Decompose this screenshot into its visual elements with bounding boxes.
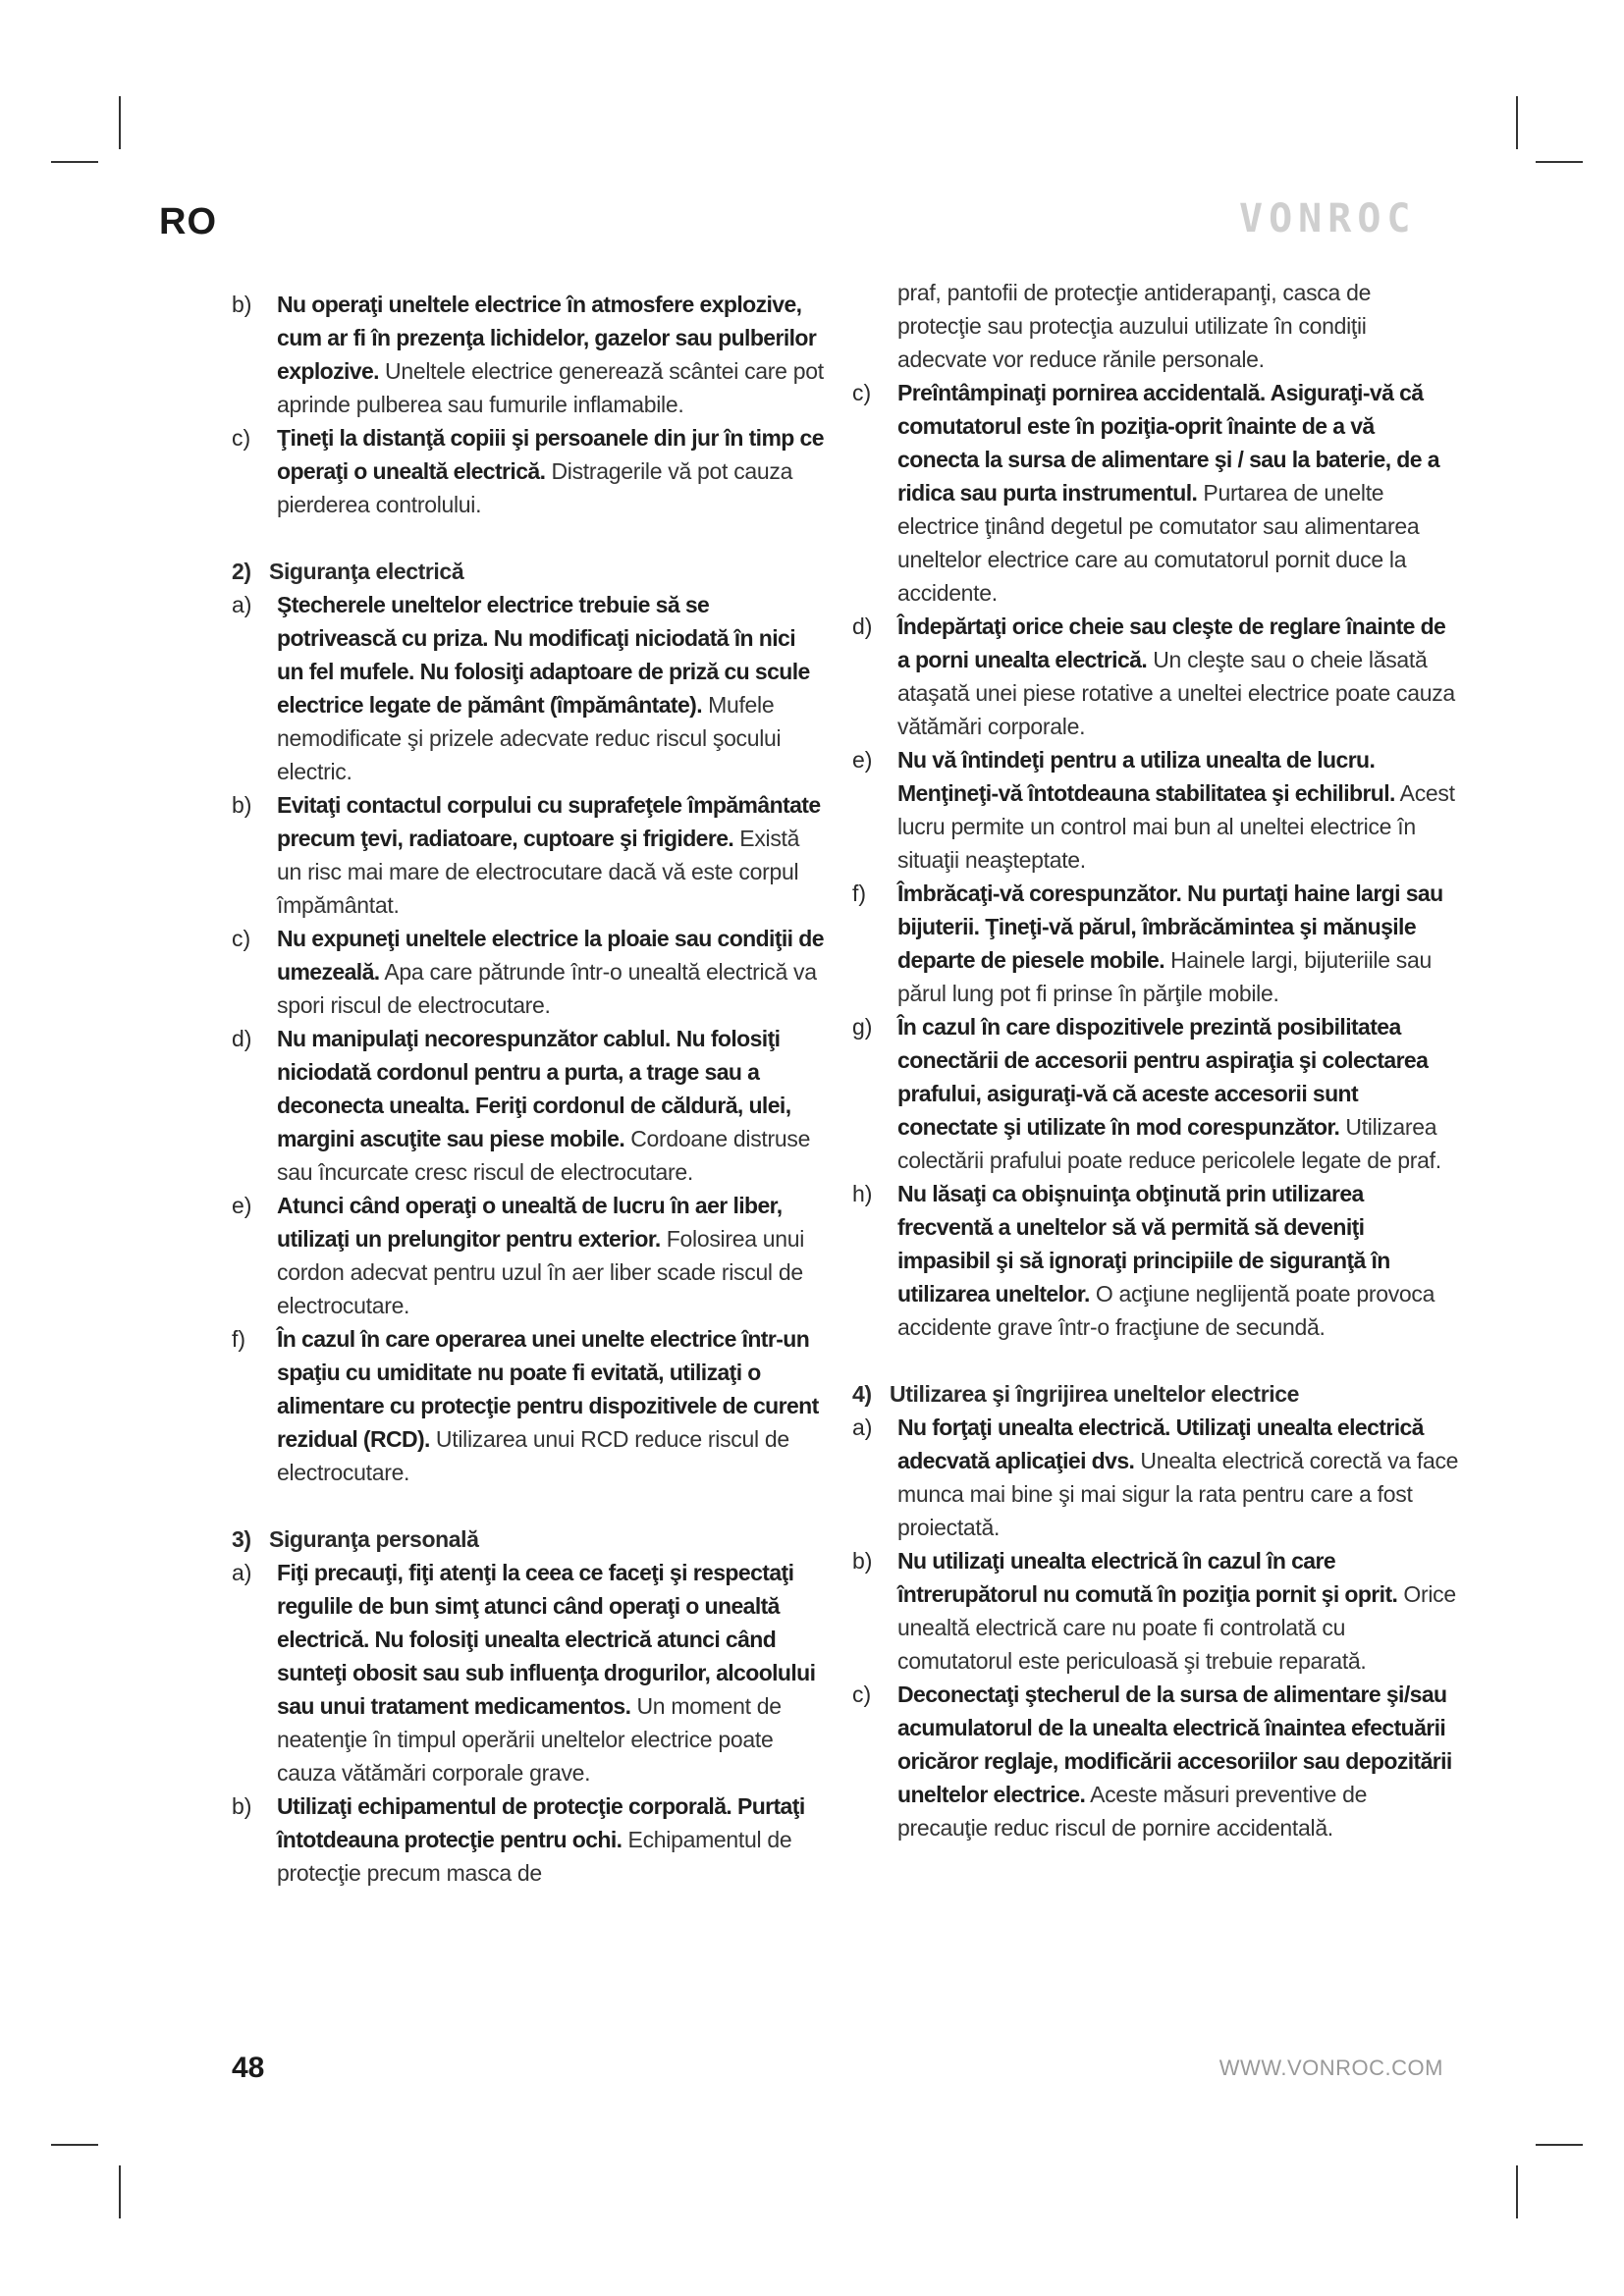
item-warning: Nu vă întindeţi pentru a utiliza unealta de lucru. Menţineţi-vă întotdeauna stabilitatea şi echilibrul.: [897, 747, 1395, 806]
section-heading-personal-safety: [232, 1522, 825, 1556]
item-label: e): [852, 747, 873, 773]
item-warning: Nu manipulaţi necorespunzător cablul. Nu folosiţi niciodată cordonul pentru a purta, a trage sau a deconecta unealta. Feriţi cordonul de căldură, ulei, margini ascuţite sau piese mobile.: [277, 1026, 791, 1151]
list-item: [852, 1177, 1459, 1344]
list-item: [852, 877, 1459, 1010]
item-explanation: Un moment de neatenţie în timpul operării uneltelor electrice poate cauza vătămări corporale grave.: [277, 1693, 782, 1786]
item-explanation: Acest lucru permite un control mai bun al uneltei electrice în situaţii neaşteptate.: [897, 780, 1455, 873]
item-explanation: Există un risc mai mare de electrocutare dacă vă este corpul împământat.: [277, 826, 800, 918]
list-item: [852, 376, 1459, 610]
list-item: [232, 1022, 825, 1189]
item-label: b): [232, 792, 252, 818]
item-warning: Evitaţi contactul corpului cu suprafeţele împământate precum ţevi, radiatoare, cuptoare şi frigidere.: [277, 792, 821, 851]
item-list: [232, 1556, 825, 1890]
list-item: [852, 610, 1459, 743]
item-explanation: Orice unealtă electrică care nu poate fi controlată cu comutatorul este periculoasă şi trebuie reparată.: [897, 1581, 1456, 1674]
list-item: [852, 1678, 1459, 1844]
item-label: c): [232, 425, 251, 451]
item-warning: Utilizaţi echipamentul de protecţie corporală. Purtaţi întotdeauna protecţie pentru ochi.: [277, 1793, 805, 1852]
item-label: a): [232, 592, 252, 617]
item-warning: Deconectaţi ştecherul de la sursa de alimentare şi/sau acumulatorul de la unealta electrică înaintea efectuării oricăror reglaje, modificării accesoriilor sau depozitării uneltelor electrice.: [897, 1682, 1452, 1807]
item-explanation: Utilizarea unui RCD reduce riscul de electrocutare.: [277, 1426, 789, 1485]
item-explanation: Distragerile vă pot cauza pierderea controlului.: [277, 458, 793, 517]
crop-mark: [119, 96, 121, 149]
item-label: f): [852, 881, 867, 906]
item-label: d): [852, 614, 873, 639]
item-explanation: Hainele largi, bijuteriile sau părul lung pot fi prinse în părţile mobile.: [897, 947, 1432, 1006]
section-number: 2): [232, 559, 251, 584]
item-label: c): [852, 1682, 872, 1707]
item-warning: Îndepărtaţi orice cheie sau cleşte de reglare înainte de a porni unealta electrică.: [897, 614, 1446, 672]
item-explanation: Folosirea unui cordon adecvat pentru uzul în aer liber scade riscul de electrocutare.: [277, 1226, 805, 1318]
list-item: [852, 743, 1459, 877]
item-label: b): [232, 1793, 252, 1819]
list-item: [232, 1556, 825, 1789]
section-number: 3): [232, 1526, 251, 1552]
list-item: [232, 1189, 825, 1322]
crop-mark: [1536, 161, 1583, 163]
crop-mark: [51, 161, 98, 163]
section-title: Utilizarea şi îngrijirea uneltelor electrice: [890, 1381, 1300, 1407]
crop-mark: [1536, 2144, 1583, 2146]
item-label: f): [232, 1326, 246, 1352]
list-item: [852, 1010, 1459, 1177]
item-warning: Ţineţi la distanţă copiii şi persoanele din jur în timp ce operaţi o unealtă electrică.: [277, 425, 824, 484]
section-heading-electrical-safety: [232, 555, 825, 588]
list-item: [232, 1322, 825, 1489]
item-warning: Nu lăsaţi ca obişnuinţa obţinută prin utilizarea frecventă a uneltelor să vă permită să deveniţi impasibil şi să ignoraţi principiile de siguranţă în utilizarea uneltelor.: [897, 1181, 1390, 1307]
item-warning: Ştecherele uneltelor electrice trebuie să se potrivească cu priza. Nu modificaţi niciodată în nici un fel mufele. Nu folosiţi adaptoare de priză cu scule electrice legate de pământ (împământate).: [277, 592, 810, 718]
item-label: e): [232, 1193, 252, 1218]
item-warning: Atunci când operaţi o unealtă de lucru în aer liber, utilizaţi un prelungitor pentru exterior.: [277, 1193, 783, 1252]
item-label: h): [852, 1181, 873, 1206]
crop-mark: [119, 2165, 121, 2218]
item-label: c): [852, 380, 872, 405]
item-list: [232, 288, 825, 521]
item-explanation: Mufele nemodificate şi prizele adecvate reduc riscul şocului electric.: [277, 692, 782, 784]
list-item: [232, 922, 825, 1022]
item-warning: Nu utilizaţi unealta electrică în cazul în care întrerupătorul nu comută în poziţia pornit şi oprit.: [897, 1548, 1398, 1607]
crop-mark: [51, 2144, 98, 2146]
item-explanation: O acţiune neglijentă poate provoca accidente grave într-o fracţiune de secundă.: [897, 1281, 1435, 1340]
item-explanation: Unealta electrică corectă va face munca mai bine şi mai sigur la rata pentru care a fost proiectată.: [897, 1448, 1459, 1540]
item-label: d): [232, 1026, 252, 1051]
item-list: [852, 1411, 1459, 1844]
item-explanation: Apa care pătrunde într-o unealtă electrică va spori riscul de electrocutare.: [277, 959, 817, 1018]
item-warning: În cazul în care dispozitivele prezintă posibilitatea conectării de accesorii pentru aspiraţia şi colectarea prafului, asiguraţi-vă că aceste accesorii sunt conectate şi utilizate în mod corespunzător.: [897, 1014, 1429, 1140]
section-title: Siguranţa electrică: [269, 559, 464, 584]
item-label: g): [852, 1014, 873, 1040]
item-explanation: Purtarea de unelte electrice ţinând degetul pe comutator sau alimentarea uneltelor electrice care au comutatorul pornit duce la accidente.: [897, 480, 1420, 606]
item-label: c): [232, 926, 251, 951]
page-number: 48: [232, 2052, 265, 2084]
section-number: 4): [852, 1381, 872, 1407]
vonroc-logo: VONROC: [1239, 196, 1417, 241]
left-column: [232, 288, 825, 1890]
section-title: Siguranţa personală: [269, 1526, 479, 1552]
item-warning: Nu operaţi uneltele electrice în atmosfere explozive, cum ar fi în prezenţa lichidelor, gazelor sau pulberilor explozive.: [277, 292, 817, 384]
list-item: [232, 1789, 825, 1890]
item-list: [232, 588, 825, 1489]
item-explanation: Utilizarea colectării prafului poate reduce pericolele legate de praf.: [897, 1114, 1441, 1173]
item-explanation: Aceste măsuri preventive de precauţie reduc riscul de pornire accidentală.: [897, 1782, 1368, 1841]
item-explanation: Uneltele electrice generează scântei care pot aprinde pulberea sau fumurile inflamabile.: [277, 358, 824, 417]
item-warning: Nu expuneţi uneltele electrice la ploaie sau condiţii de umezeală.: [277, 926, 824, 985]
item-label: b): [852, 1548, 873, 1574]
item-label: b): [232, 292, 252, 317]
list-item: [232, 588, 825, 788]
item-list: [852, 376, 1459, 1344]
item-explanation: Un cleşte sau o cheie lăsată ataşată unei piese rotative a uneltei electrice poate cauza vătămări corporale.: [897, 647, 1455, 739]
list-item: [232, 421, 825, 521]
list-item: [232, 788, 825, 922]
crop-mark: [1516, 96, 1518, 149]
section-heading-tool-use-care: [852, 1377, 1459, 1411]
item-warning: Îmbrăcaţi-vă corespunzător. Nu purtaţi haine largi sau bijuterii. Ţineţi-vă părul, îmbrăcămintea şi mănuşile departe de piesele mobile.: [897, 881, 1443, 973]
item-label: a): [232, 1560, 252, 1585]
list-item: [852, 1411, 1459, 1544]
item-explanation: Echipamentul de protecţie precum masca de: [277, 1827, 792, 1886]
item-warning: Nu forţaţi unealta electrică. Utilizaţi unealta electrică adecvată aplicaţiei dvs.: [897, 1415, 1424, 1473]
continued-paragraph: praf, pantofii de protecţie antiderapanţi, casca de protecţie sau protecţia auzului utilizate în condiţii adecvate vor reduce rănile personale.: [897, 280, 1372, 372]
item-explanation: Cordoane distruse sau încurcate cresc riscul de electrocutare.: [277, 1126, 811, 1185]
list-item: [852, 1544, 1459, 1678]
item-warning: În cazul în care operarea unei unelte electrice într-un spaţiu cu umiditate nu poate fi evitată, utilizaţi o alimentare cu protecţie pentru dispozitivele de curent rezidual (RCD).: [277, 1326, 819, 1452]
language-code: RO: [159, 201, 217, 242]
item-label: a): [852, 1415, 873, 1440]
list-item: [232, 288, 825, 421]
right-column: [852, 276, 1459, 1844]
crop-mark: [1516, 2165, 1518, 2218]
item-warning: Fiţi precauţi, fiţi atenţi la ceea ce faceţi şi respectaţi regulile de bun simţ atunci când operaţi o unealtă electrică. Nu folosiţi unealta electrică atunci când sunteţi obosit sau sub influenţa drogurilor, alcoolului sau unui tratament medicamentos.: [277, 1560, 816, 1719]
website-link[interactable]: WWW.VONROC.COM: [1218, 2056, 1443, 2080]
item-warning: Preîntâmpinaţi pornirea accidentală. Asiguraţi-vă că comutatorul este în poziţia-oprit înainte de a vă conecta la sursa de alimentare şi / sau la baterie, de a ridica sau purta instrumentul.: [897, 380, 1439, 506]
